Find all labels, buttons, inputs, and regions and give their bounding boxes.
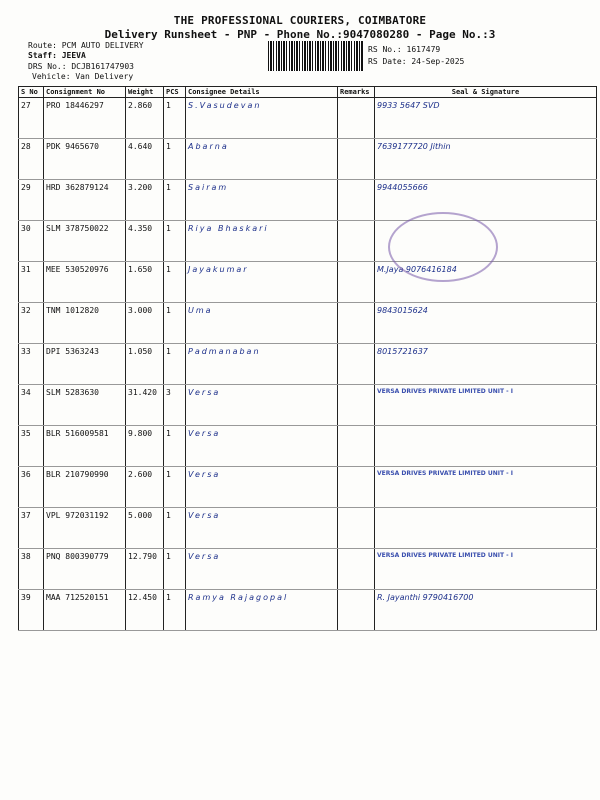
consignee-cell: Versa: [186, 426, 338, 467]
header-consignee: Consignee Details: [186, 87, 338, 98]
sno-cell: 35: [19, 426, 44, 467]
consignment-cell: BLR 210790990: [44, 467, 126, 508]
remarks-cell: [338, 508, 375, 549]
weight-cell: 5.000: [126, 508, 164, 549]
rs-date: RS Date: 24-Sep-2025: [368, 57, 465, 66]
pcs-cell: 1: [164, 344, 186, 385]
consignee-cell: Sairam: [186, 180, 338, 221]
remarks-cell: [338, 262, 375, 303]
weight-cell: 2.860: [126, 98, 164, 139]
remarks-cell: [338, 385, 375, 426]
sno-cell: 31: [19, 262, 44, 303]
weight-cell: 4.350: [126, 221, 164, 262]
signature-cell: VERSA DRIVES PRIVATE LIMITED UNIT - I: [375, 467, 597, 508]
sno-cell: 30: [19, 221, 44, 262]
pcs-cell: 1: [164, 221, 186, 262]
weight-cell: 4.640: [126, 139, 164, 180]
company-title: THE PROFESSIONAL COURIERS, COIMBATORE: [173, 14, 427, 27]
remarks-cell: [338, 98, 375, 139]
route-info: Route: PCM AUTO DELIVERY: [28, 41, 144, 50]
pcs-cell: 1: [164, 508, 186, 549]
weight-cell: 31.420: [126, 385, 164, 426]
consignment-cell: MAA 712520151: [44, 590, 126, 631]
table-row: [19, 549, 597, 590]
weight-cell: 12.450: [126, 590, 164, 631]
consignment-cell: BLR 516009581: [44, 426, 126, 467]
weight-cell: 12.790: [126, 549, 164, 590]
header-weight: Weight: [126, 87, 164, 98]
weight-cell: 1.650: [126, 262, 164, 303]
signature-cell: VERSA DRIVES PRIVATE LIMITED UNIT - I: [375, 385, 597, 426]
table-row: [19, 139, 597, 180]
consignee-cell: Riya Bhaskari: [186, 221, 338, 262]
table-header-row: [19, 87, 597, 98]
sno-cell: 33: [19, 344, 44, 385]
consignee-cell: Versa: [186, 549, 338, 590]
consignee-cell: Jayakumar: [186, 262, 338, 303]
table-row: [19, 98, 597, 139]
table-row: [19, 467, 597, 508]
consignment-cell: MEE 530520976: [44, 262, 126, 303]
header-remarks: Remarks: [338, 87, 375, 98]
consignment-cell: PDK 9465670: [44, 139, 126, 180]
pcs-cell: 1: [164, 139, 186, 180]
consignment-cell: HRD 362879124: [44, 180, 126, 221]
pcs-cell: 1: [164, 262, 186, 303]
header-sno: S No: [19, 87, 44, 98]
sno-cell: 37: [19, 508, 44, 549]
weight-cell: 3.200: [126, 180, 164, 221]
consignment-cell: SLM 378750022: [44, 221, 126, 262]
table-row: [19, 221, 597, 262]
runsheet-title: Delivery Runsheet - PNP - Phone No.:9047080280 - Page No.:3: [104, 28, 496, 41]
weight-cell: 2.600: [126, 467, 164, 508]
remarks-cell: [338, 303, 375, 344]
consignment-cell: VPL 972031192: [44, 508, 126, 549]
consignment-cell: DPI 5363243: [44, 344, 126, 385]
consignee-cell: Padmanaban: [186, 344, 338, 385]
table-row: [19, 590, 597, 631]
remarks-cell: [338, 467, 375, 508]
consignment-cell: TNM 1012820: [44, 303, 126, 344]
remarks-cell: [338, 180, 375, 221]
consignment-cell: PRO 18446297: [44, 98, 126, 139]
rs-number: RS No.: 1617479: [368, 45, 441, 54]
consignee-cell: Versa: [186, 385, 338, 426]
header-pcs: PCS: [164, 87, 186, 98]
barcode: [268, 41, 364, 71]
pcs-cell: 1: [164, 303, 186, 344]
runsheet-table: [18, 86, 597, 631]
pcs-cell: 3: [164, 385, 186, 426]
pcs-cell: 1: [164, 426, 186, 467]
pcs-cell: 1: [164, 467, 186, 508]
table-row: [19, 426, 597, 467]
sno-cell: 34: [19, 385, 44, 426]
weight-cell: 1.050: [126, 344, 164, 385]
signature-cell: R. Jayanthi 9790416700: [375, 590, 597, 631]
consignee-cell: Versa: [186, 508, 338, 549]
signature-cell: [375, 426, 597, 467]
sno-cell: 38: [19, 549, 44, 590]
table-row: [19, 344, 597, 385]
signature-cell: 9933 5647 SVD: [375, 98, 597, 139]
sno-cell: 32: [19, 303, 44, 344]
vehicle-info: Vehicle: Van Delivery: [32, 72, 134, 81]
table-row: [19, 180, 597, 221]
signature-cell: VERSA DRIVES PRIVATE LIMITED UNIT - I: [375, 549, 597, 590]
sno-cell: 39: [19, 590, 44, 631]
signature-cell: [375, 508, 597, 549]
weight-cell: 9.800: [126, 426, 164, 467]
consignment-cell: SLM 5283630: [44, 385, 126, 426]
consignee-cell: Uma: [186, 303, 338, 344]
round-seal-stamp: [388, 212, 498, 282]
consignee-cell: Versa: [186, 467, 338, 508]
remarks-cell: [338, 221, 375, 262]
consignment-cell: PNQ 800390779: [44, 549, 126, 590]
pcs-cell: 1: [164, 549, 186, 590]
consignee-cell: Abarna: [186, 139, 338, 180]
remarks-cell: [338, 139, 375, 180]
sno-cell: 27: [19, 98, 44, 139]
signature-cell: M.Jaya 9076416184: [375, 262, 597, 303]
header-signature: Seal & Signature: [375, 87, 597, 98]
signature-cell: 9944055666: [375, 180, 597, 221]
drs-info: DRS No.: DCJB161747903: [28, 62, 134, 71]
header-consignment: Consignment No: [44, 87, 126, 98]
sno-cell: 28: [19, 139, 44, 180]
pcs-cell: 1: [164, 590, 186, 631]
weight-cell: 3.000: [126, 303, 164, 344]
table-row: [19, 262, 597, 303]
consignee-cell: S.Vasudevan: [186, 98, 338, 139]
remarks-cell: [338, 590, 375, 631]
remarks-cell: [338, 344, 375, 385]
table-row: [19, 303, 597, 344]
pcs-cell: 1: [164, 180, 186, 221]
remarks-cell: [338, 426, 375, 467]
table-row: [19, 508, 597, 549]
signature-cell: 7639177720 Jithin: [375, 139, 597, 180]
table-row: [19, 385, 597, 426]
staff-info: Staff: JEEVA: [28, 51, 86, 60]
signature-cell: 9843015624: [375, 303, 597, 344]
sno-cell: 29: [19, 180, 44, 221]
consignee-cell: Ramya Rajagopal: [186, 590, 338, 631]
pcs-cell: 1: [164, 98, 186, 139]
remarks-cell: [338, 549, 375, 590]
signature-cell: 8015721637: [375, 344, 597, 385]
sno-cell: 36: [19, 467, 44, 508]
